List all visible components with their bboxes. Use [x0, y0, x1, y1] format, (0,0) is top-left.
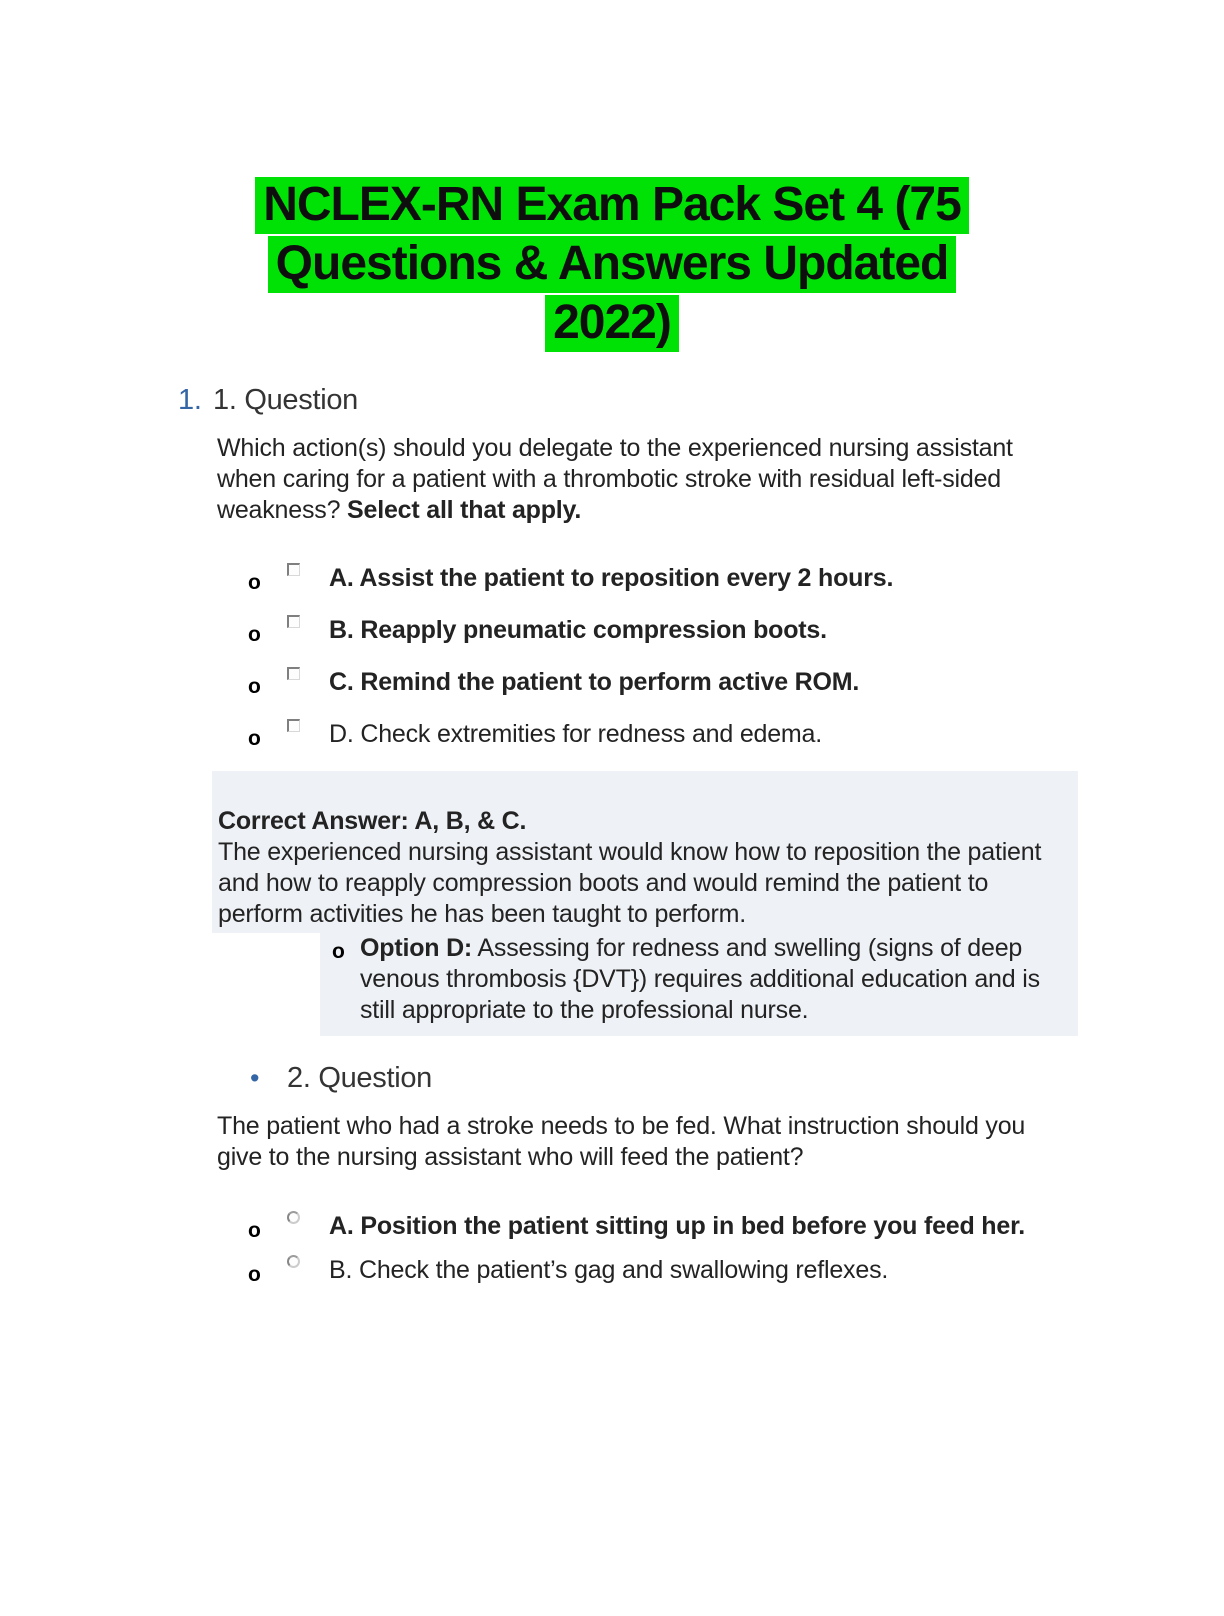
- answer-explanation-text: The experienced nursing assistant would know how to reposition the patient and how to reapply compression boots and would remind the patient to perform activities he has been taught to perform.: [218, 838, 1042, 929]
- document-page: [0, 32, 1224, 1285]
- question-2-heading: [250, 1062, 1224, 1095]
- question-2-heading-label: 2. Question: [287, 1062, 433, 1095]
- question-2-text: The patient who had a stroke needs to be fed. What instruction should you give to the nursing assistant who will feed the patient?: [217, 1112, 1026, 1172]
- option-d-note-body: Assessing for redness and swelling (signs of deep venous thrombosis {DVT}) requires additional education and is still appropriate to the professional nurse.: [360, 934, 1040, 1025]
- radio-icon[interactable]: [287, 1255, 300, 1268]
- title-line: 2022): [545, 295, 679, 352]
- question-1-text-bold: Select all that apply.: [347, 496, 582, 525]
- answer-option: [248, 1211, 1059, 1243]
- answer-option: [248, 563, 1059, 595]
- question-2-options: [0, 1211, 1224, 1285]
- note-bullet: o: [332, 940, 345, 964]
- question-1-heading-label: 1. Question: [213, 384, 359, 417]
- question-2: [0, 1062, 1224, 1285]
- option-label: B. Reapply pneumatic compression boots.: [329, 616, 827, 645]
- list-number: 1.: [178, 384, 202, 417]
- option-d-note-text: [360, 933, 1062, 1026]
- radio-icon[interactable]: [287, 1211, 300, 1224]
- option-label: A. Assist the patient to reposition every 2 hours.: [329, 564, 894, 593]
- title-line: NCLEX-RN Exam Pack Set 4 (75: [255, 177, 969, 234]
- option-d-note-label: Option D:: [360, 934, 473, 963]
- option-bullet: o: [248, 1219, 261, 1243]
- question-1-options: [0, 563, 1224, 749]
- option-bullet: o: [248, 727, 261, 751]
- checkbox-icon[interactable]: [287, 719, 300, 732]
- answer-explanation-block: [212, 771, 1078, 933]
- question-1-text: [217, 433, 1067, 526]
- option-bullet: o: [248, 1263, 261, 1287]
- answer-option: [248, 719, 1059, 751]
- question-1-heading: [178, 384, 1224, 417]
- answer-option-d-note: [320, 933, 1078, 1036]
- option-label: B. Check the patient’s gag and swallowing reflexes.: [329, 1256, 889, 1285]
- answer-option: [248, 615, 1059, 647]
- option-bullet: o: [248, 675, 261, 699]
- option-label: C. Remind the patient to perform active ROM.: [329, 668, 860, 697]
- checkbox-icon[interactable]: [287, 615, 300, 628]
- question-1: [0, 384, 1224, 1036]
- document-title: [0, 32, 1224, 352]
- checkbox-icon[interactable]: [287, 563, 300, 576]
- option-label: D. Check extremities for redness and edema.: [329, 720, 823, 749]
- checkbox-icon[interactable]: [287, 667, 300, 680]
- correct-answer-label: Correct Answer: A, B, & C.: [218, 807, 527, 836]
- answer-option: [248, 1255, 1059, 1287]
- option-bullet: o: [248, 623, 261, 647]
- bullet-icon: •: [250, 1063, 260, 1094]
- title-line: Questions & Answers Updated: [268, 236, 957, 293]
- option-label: A. Position the patient sitting up in bed before you feed her.: [329, 1212, 1025, 1241]
- answer-option: [248, 667, 1059, 699]
- question-1-text-run: Which action(s) should you delegate to the experienced nursing assistant when caring for a patient with a thrombotic stroke with residual left-sided weakness?: [217, 434, 1013, 525]
- option-bullet: o: [248, 571, 261, 595]
